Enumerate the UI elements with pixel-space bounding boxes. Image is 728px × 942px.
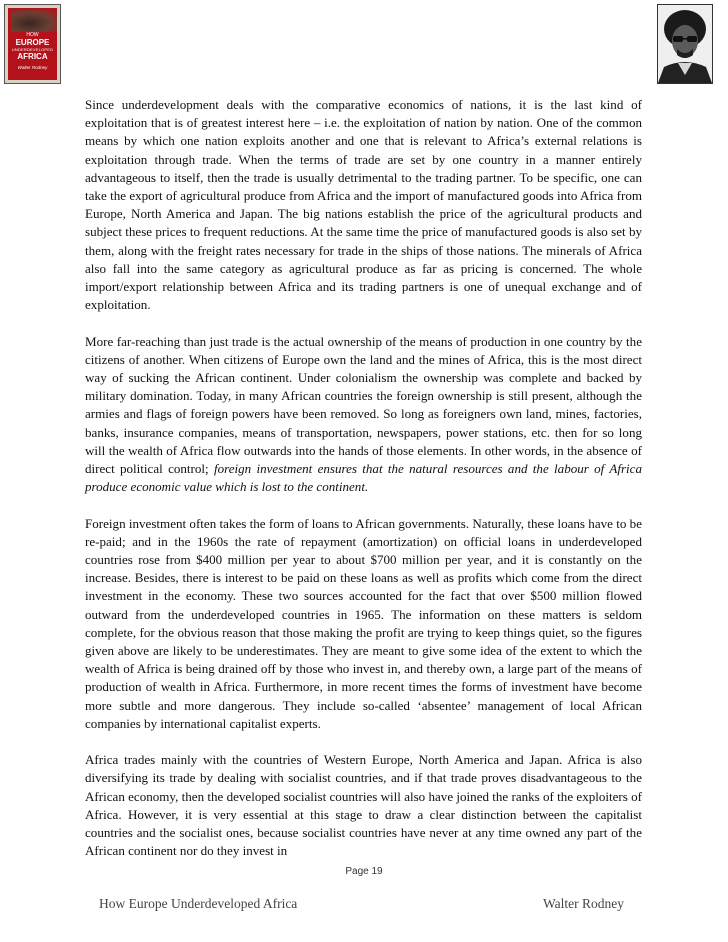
paragraph-1 (85, 96, 642, 314)
paragraph-4 (85, 751, 642, 860)
footer-book-title: How Europe Underdeveloped Africa (99, 896, 298, 911)
cover-title-line-4: AFRICA (17, 52, 48, 61)
page-number: Page 19 (345, 866, 383, 877)
paragraph-1-text: Since underdevelopment deals with the comparative economics of nations, it is the last kind of exploitation that is of greatest interest here – i.e. the exploitation of nation by nation. One of the common means by which one nation exploits another and one that is relevant to Africa’s external relations is exploitation through trade. When the terms of trade are set by one country in a manner entirely advantageous to itself, then the trade is usually detrimental to the trading partner. To be specific, one can take the export of agricultural produce from Africa and the import of manufactured goods into Africa from Europe, North America and Japan. The big nations establish the price of the agricultural products and subject these prices to frequent reductions. At the same time the price of manufactured goods is also set by them, along with the freight rates necessary for trade in the ships of those nations. The minerals of Africa also fall into the same category as agricultural produce as far as pricing is concerned. The whole import/export relationship between Africa and its trading partners is one of unequal exchange and of exploitation. (85, 97, 642, 313)
paragraph-2 (85, 333, 642, 497)
raised-fist-image (11, 10, 57, 32)
paragraph-2-italic-text: foreign investment ensures that the natural resources and the labour of Africa produce economic value which is lost to the continent. (85, 461, 642, 495)
cover-title-line-2: EUROPE (15, 38, 50, 47)
author-portrait-photo (657, 4, 713, 84)
footer-author: Walter Rodney (543, 896, 625, 911)
paragraph-2-text: More far-reaching than just trade is the actual ownership of the means of production in one country by the citizens of another. When citizens of Europe own the land and the mines of Africa, this is the most direct way of sucking the African continent. Under colonialism the ownership was complete and backed by military domination. Today, in many African countries the foreign ownership is still present, although the armies and flags of foreign powers have been removed. So long as foreigners own land, mines, factories, banks, insurance companies, means of transportation, newspapers, power stations, etc. then for so long will the wealth of Africa flow outwards into the hands of those elements. In other words, in the absence of direct political control; (85, 333, 642, 477)
body-text (85, 96, 642, 879)
book-cover-art (8, 8, 57, 80)
paragraph-3 (85, 515, 642, 733)
cover-author: Walter Rodney (17, 65, 48, 70)
portrait-icon (658, 5, 712, 83)
paragraph-3-text: Foreign investment often takes the form of loans to African governments. Naturally, these loans have to be re-paid; and in the 1960s the rate of repayment (amortization) on official loans in underdeveloped countries rose from $400 million per year to about $700 million per year, and it is constantly on the increase. Besides, there is interest to be paid on these loans as well as profits which come from the direct investment in the economy. These two sources accounted for the fact that over $500 million flowed outward from the underdeveloped countries in 1965. The information on these matters is seldom complete, for the obvious reason that those making the profit are trying to keep things quiet, so the figures given above are likely to be underestimates. They are meant to give some idea of the extent to which the wealth of Africa is being drained off by those who invest in, and thereby own, a large part of the means of production of wealth in Africa. Furthermore, in more recent times the forms of investment have become more subtle and more dangerous. They include so-called ‘absentee’ management of local African companies by international capitalist experts. (85, 515, 642, 731)
book-cover-thumbnail (4, 4, 61, 84)
cover-title-line-3: UNDERDEVELOPED (11, 47, 54, 52)
cover-title-line-1: HOW (26, 32, 39, 38)
paragraph-4-text: Africa trades mainly with the countries of Western Europe, North America and Japan. Africa is also diversifying its trade by dealing with socialist countries, and if that trade proves disadvantageous to the African economy, then the developed socialist countries will also have joined the ranks of the exploiters of Africa. However, it is very essential at this stage to draw a clear distinction between the capitalist countries and the socialist ones, because socialist countries have never at any time owned any part of the African continent nor do they invest in (85, 752, 642, 859)
